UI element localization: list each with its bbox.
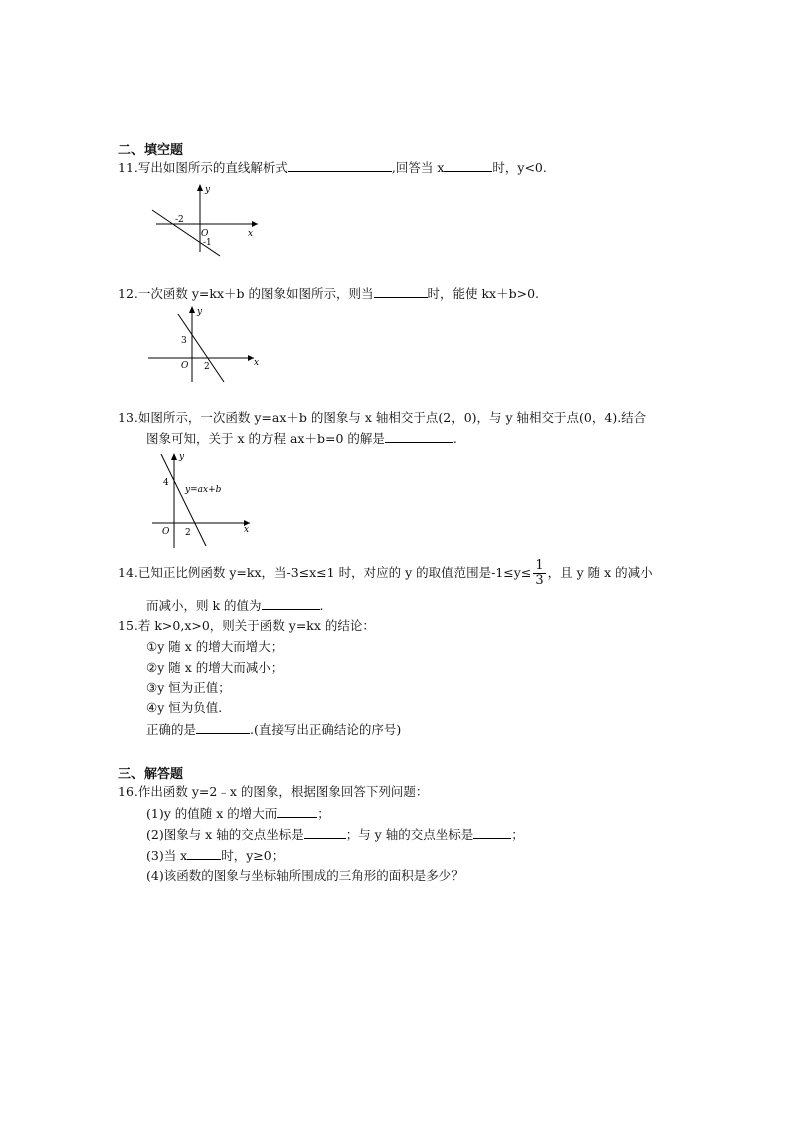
- q11-text-c: 时，y<0.: [492, 160, 547, 175]
- question-12: [118, 285, 539, 302]
- q13-graph: [148, 448, 256, 552]
- q15-answer-text-a: 正确的是: [146, 722, 197, 737]
- q12-blank[interactable]: [374, 285, 428, 298]
- q16-p1-blank[interactable]: [277, 805, 317, 818]
- q11-x-arrow: [252, 221, 258, 227]
- q15-option-1: ①y 随 x 的增大而增大；: [146, 639, 284, 654]
- q15-option-3: ③y 恒为正值；: [146, 680, 231, 695]
- question-13-line-1: 13.如图所示，一次函数 y=ax＋b 的图象与 x 轴相交于点(2，0)，与 y 轴相交于点(0，4).结合: [118, 410, 647, 425]
- q13-origin-label: O: [162, 527, 170, 537]
- q16-p2-blank-1[interactable]: [304, 826, 346, 839]
- q16-part-4: (4)该函数的图象与坐标轴所围成的三角形的面积是多少？: [146, 868, 464, 883]
- q16-p2-text-b: ；与 y 轴的交点坐标是: [345, 827, 474, 842]
- question-14-line-1: [118, 558, 653, 588]
- q14-fraction-numerator: 1: [535, 558, 544, 573]
- q12-function-line: [178, 314, 224, 382]
- q11-text-a: 11.写出如图所示的直线解析式: [118, 160, 288, 175]
- q12-y-arrow: [189, 306, 195, 313]
- q11-graph: [146, 182, 264, 258]
- q11-y-arrow: [197, 184, 203, 191]
- q13-line-label: y=ax+b: [185, 485, 222, 495]
- q11-function-line: [152, 210, 220, 256]
- q12-x-intercept-label: 2: [204, 362, 210, 372]
- q11-blank-2[interactable]: [444, 159, 492, 172]
- q13-blank[interactable]: [385, 430, 453, 443]
- q16-p3-blank[interactable]: [187, 847, 221, 860]
- q11-x-label: x: [248, 229, 254, 239]
- q15-answer-text-b: .(直接写出正确结论的序号): [250, 722, 402, 737]
- q16-p2-text-c: ；: [511, 827, 524, 842]
- q15-blank[interactable]: [196, 721, 250, 734]
- q16-p2-text-a: (2)图象与 x 轴的交点坐标是: [146, 827, 304, 842]
- q11-origin-label: O: [201, 229, 209, 239]
- q12-y-intercept-label: 3: [181, 336, 187, 346]
- q11-y-intercept-label: -1: [203, 238, 212, 248]
- question-15: 15.若 k>0,x>0，则关于函数 y=kx 的结论：: [118, 618, 375, 633]
- q14-blank[interactable]: [262, 597, 320, 610]
- q15-option-4: ④y 恒为负值.: [146, 700, 223, 715]
- q14-fraction: [533, 559, 545, 588]
- question-11: [118, 159, 547, 176]
- question-16: 16.作出函数 y=2﹣x 的图象，根据图象回答下列问题：: [118, 784, 429, 799]
- q13-y-intercept-label: 4: [163, 478, 169, 488]
- q12-y-label: y: [197, 307, 203, 317]
- q14-fraction-denominator: 3: [535, 573, 544, 588]
- q13-y-arrow: [171, 453, 177, 460]
- q16-p1-text-b: ；: [317, 806, 330, 821]
- q16-p3-text-b: 时，y≥0；: [221, 848, 285, 863]
- q13-x-label: x: [244, 525, 250, 535]
- q14-text-a: 14.已知正比例函数 y=kx，当-3≤x≤1 时，对应的 y 的取值范围是-1≤y≤: [118, 565, 532, 580]
- q11-text-b: ,回答当 x: [391, 160, 445, 175]
- q12-text-a: 12.一次函数 y=kx＋b 的图象如图所示，则当: [118, 286, 374, 301]
- q14-text-b: ，且 y 随 x 的减小: [547, 565, 653, 580]
- q14-text-d: .: [319, 598, 324, 613]
- q11-x-intercept-label: -2: [175, 215, 184, 225]
- q16-part-3: [146, 847, 284, 864]
- q15-answer-line: [146, 721, 401, 738]
- q13-text-b: .: [452, 431, 457, 446]
- q13-x-intercept-label: 2: [185, 528, 191, 538]
- q16-part-1: [146, 805, 330, 822]
- q12-x-label: x: [254, 358, 260, 368]
- q15-option-2: ②y 随 x 的增大而减小；: [146, 660, 284, 675]
- question-14-line-2: [146, 597, 324, 614]
- q11-blank-1[interactable]: [288, 159, 392, 172]
- section-fill-in-title: 二、填空题: [118, 143, 184, 158]
- q12-origin-label: O: [181, 361, 189, 371]
- q11-y-label: y: [205, 185, 211, 195]
- q16-p2-blank-2[interactable]: [473, 826, 511, 839]
- q16-p1-text-a: (1)y 的值随 x 的增大而: [146, 806, 278, 821]
- q14-text-c: 而减小，则 k 的值为: [146, 598, 262, 613]
- q13-y-label: y: [179, 452, 185, 462]
- q16-part-2: [146, 826, 524, 843]
- q16-p3-text-a: (3)当 x: [146, 848, 188, 863]
- q13-text-a: 图象可知，关于 x 的方程 ax＋b=0 的解是: [146, 431, 385, 446]
- question-13-line-2: [146, 430, 457, 447]
- section-answer-title: 三、解答题: [118, 767, 184, 782]
- q12-graph: [146, 302, 264, 384]
- q12-text-b: 时，能使 kx＋b>0.: [427, 286, 539, 301]
